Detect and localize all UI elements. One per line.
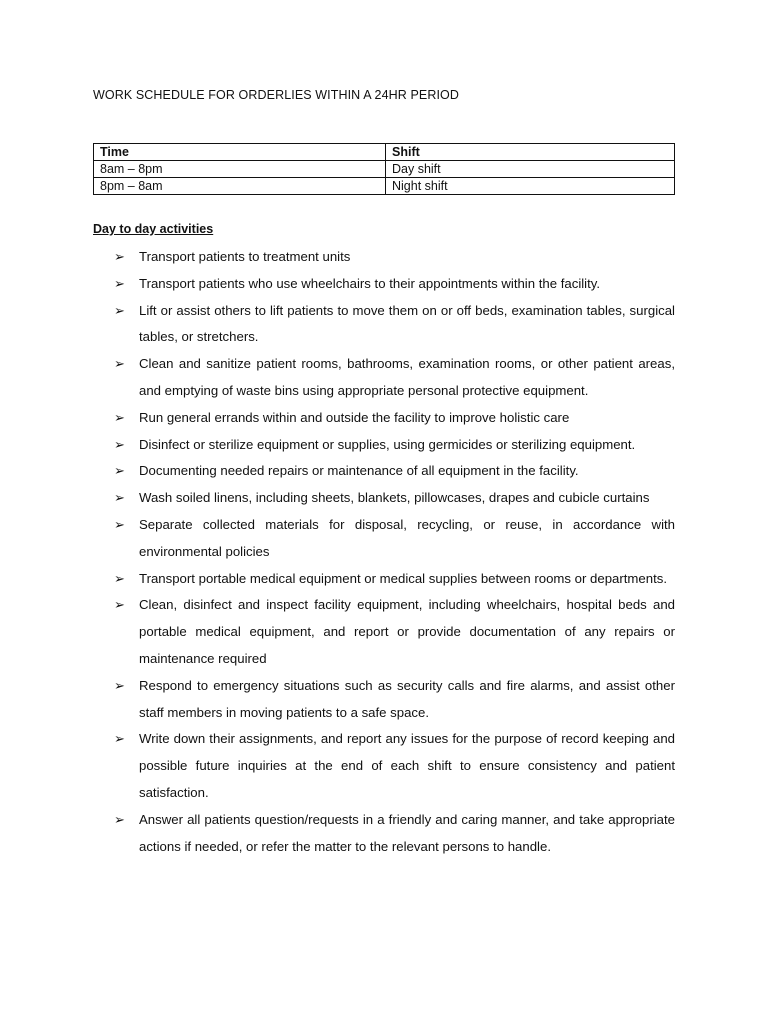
arrowhead-bullet-icon: ➢	[114, 570, 125, 586]
list-item	[93, 458, 675, 485]
table-row	[94, 161, 675, 178]
arrowhead-bullet-icon: ➢	[114, 677, 125, 693]
arrowhead-bullet-icon: ➢	[114, 302, 125, 318]
arrowhead-bullet-icon: ➢	[114, 731, 125, 747]
list-item	[93, 512, 675, 566]
list-item	[93, 726, 675, 806]
list-item	[93, 432, 675, 459]
arrowhead-bullet-icon: ➢	[114, 463, 125, 479]
list-item-text: Documenting needed repairs or maintenance of all equipment in the facility.	[139, 463, 579, 479]
list-item-text: Separate collected materials for disposal, recycling, or reuse, in accordance with environmental policies	[139, 516, 675, 559]
list-item-text: Lift or assist others to lift patients to move them on or off beds, examination tables, surgical tables, or stretchers.	[139, 302, 675, 345]
list-item-text: Answer all patients question/requests in a friendly and caring manner, and take appropriate actions if needed, or refer the matter to the relevant persons to handle.	[139, 811, 675, 854]
list-item	[93, 673, 675, 727]
arrowhead-bullet-icon: ➢	[114, 436, 125, 452]
list-item	[93, 351, 675, 405]
activities-heading: Day to day activities	[93, 222, 214, 236]
activities-list	[93, 244, 675, 860]
list-item	[93, 298, 675, 352]
arrowhead-bullet-icon: ➢	[114, 356, 125, 372]
list-item-text: Write down their assignments, and report any issues for the purpose of record keeping and possible future inquiries at the end of each shift to ensure consistency and patient satisfaction.	[139, 731, 675, 800]
table-cell-shift: Night shift	[386, 178, 675, 195]
list-item-text: Transport patients who use wheelchairs to their appointments within the facility.	[139, 275, 601, 291]
list-item	[93, 566, 675, 593]
list-item-text: Wash soiled linens, including sheets, blankets, pillowcases, drapes and cubicle curtains	[139, 490, 650, 506]
table-cell-time: 8am – 8pm	[94, 161, 386, 178]
arrowhead-bullet-icon: ➢	[114, 597, 125, 613]
arrowhead-bullet-icon: ➢	[114, 516, 125, 532]
schedule-table	[93, 143, 675, 195]
table-header-time: Time	[94, 144, 386, 161]
list-item	[93, 244, 675, 271]
list-item	[93, 485, 675, 512]
list-item-text: Run general errands within and outside the facility to improve holistic care	[139, 409, 570, 425]
list-item-text: Clean and sanitize patient rooms, bathrooms, examination rooms, or other patient areas, and emptying of waste bins using appropriate personal protective equipment.	[139, 356, 675, 398]
list-item-text: Respond to emergency situations such as security calls and fire alarms, and assist other staff members in moving patients to a safe space.	[139, 677, 675, 720]
arrowhead-bullet-icon: ➢	[114, 275, 125, 291]
list-item	[93, 271, 675, 298]
list-item-text: Transport patients to treatment units	[139, 249, 351, 264]
table-row	[94, 178, 675, 195]
arrowhead-bullet-icon: ➢	[114, 811, 125, 827]
table-cell-shift: Day shift	[386, 161, 675, 178]
list-item-text: Clean, disinfect and inspect facility equipment, including wheelchairs, hospital beds and portable medical equipment, and report or provide documentation of any repairs or maintenance required	[139, 597, 675, 666]
document-title: WORK SCHEDULE FOR ORDERLIES WITHIN A 24HR PERIOD	[93, 88, 459, 102]
table-header-shift: Shift	[386, 144, 675, 161]
table-header-row	[94, 144, 675, 161]
table-cell-time: 8pm – 8am	[94, 178, 386, 195]
list-item-text: Disinfect or sterilize equipment or supplies, using germicides or sterilizing equipment.	[139, 436, 636, 452]
list-item	[93, 405, 675, 432]
arrowhead-bullet-icon: ➢	[114, 490, 125, 506]
arrowhead-bullet-icon: ➢	[114, 409, 125, 425]
list-item	[93, 592, 675, 672]
list-item	[93, 807, 675, 861]
list-item-text: Transport portable medical equipment or medical supplies between rooms or departments.	[139, 570, 668, 586]
arrowhead-bullet-icon: ➢	[114, 249, 125, 264]
